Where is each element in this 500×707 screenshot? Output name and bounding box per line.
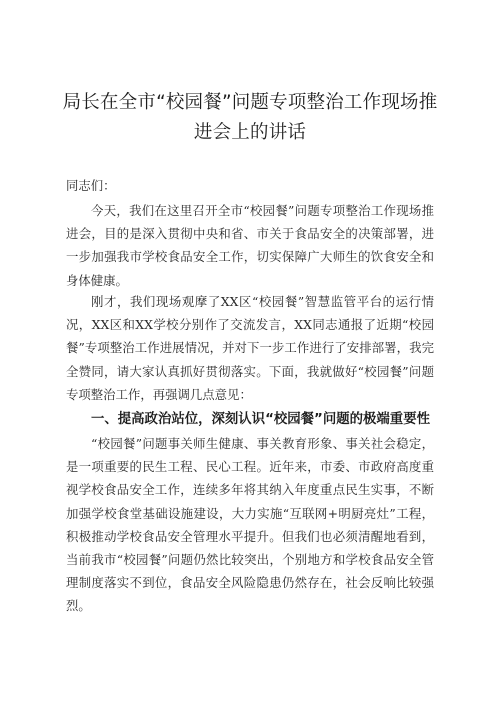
- paragraph-observation: 刚才，我们现场观摩了XX区“校园餐”智慧监管平台的运行情况，XX区和XX学校分别作了交流发言，XX同志通报了近期“校园餐”专项整治工作进展情况，并对下一步工作进行了安排部署，我完全赞同，请大家认真抓好贯彻落实。下面，我就做好“校园餐”问题专项整治工作，再强调几点意见：: [66, 294, 434, 402]
- document-title-line-2: 进会上的讲话: [193, 122, 307, 143]
- document-title-line-1: 局长在全市“校园餐”问题专项整治工作现场推: [62, 92, 438, 113]
- paragraph-section-1: “校园餐”问题事关师生健康、事关教育形象、事关社会稳定，是一项重要的民生工程、民心工程。近年来，市委、市政府高度重视学校食品安全工作，连续多年将其纳入年度重点民生实事，不断加强学校食堂基础设施建设，大力实施“互联网+明厨亮灶”工程，积极推动学校食品安全管理水平提升。但我们也必须清醒地看到，当前我市“校园餐”问题仍然比较突出，个别地方和学校食品安全管理制度落实不到位，食品安全风险隐患仍然存在，社会反响比较强烈。: [66, 436, 434, 614]
- paragraph-opening: 今天，我们在这里召开全市“校园餐”问题专项整治工作现场推进会，目的是深入贯彻中央和省、市关于食品安全的决策部署，进一步加强我市学校食品安全工作，切实保障广大师生的饮食安全和身体健康。: [66, 203, 434, 288]
- salutation: 同志们：: [66, 178, 116, 193]
- section-heading-1: 一、提高政治站位，深刻认识“校园餐”问题的极端重要性: [91, 412, 430, 427]
